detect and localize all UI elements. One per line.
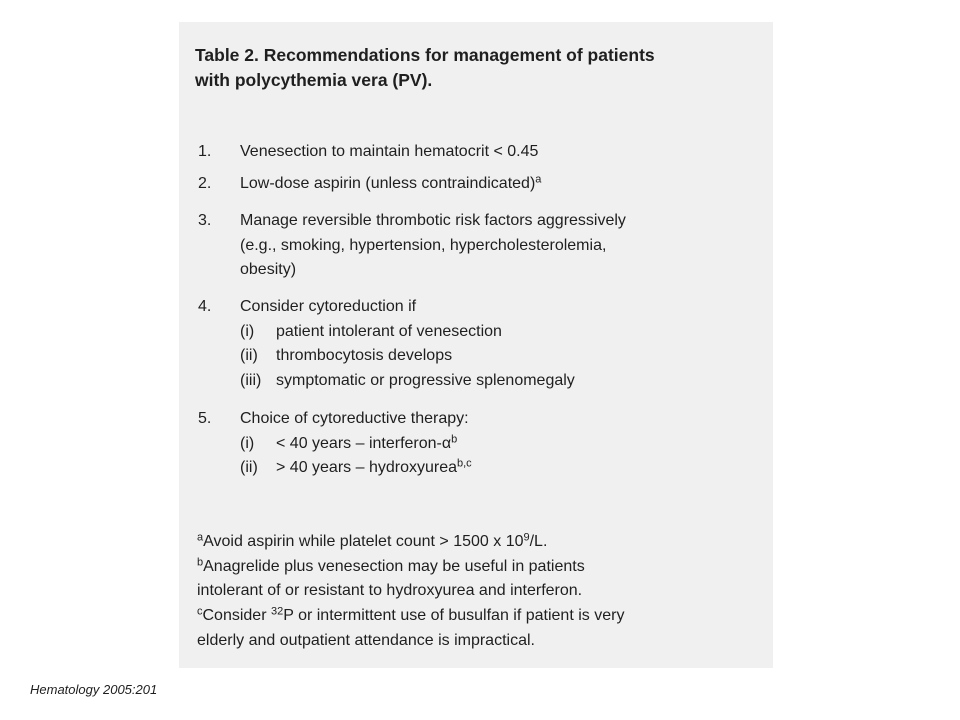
footnote-ref: a [535, 173, 542, 186]
list-item [198, 209, 626, 283]
sub-item [240, 344, 575, 369]
sub-item-text: > 40 years – hydroxyurea [276, 459, 457, 476]
sub-item-numeral: (i) [240, 434, 255, 452]
footnote-mark: c [197, 605, 203, 618]
title-line-2: with polycythemia vera (PV). [195, 70, 433, 90]
sub-item-numeral: (ii) [240, 459, 258, 476]
title-line-1: Table 2. Recommendations for management of patients [195, 45, 655, 65]
footnote-mark: b [197, 556, 204, 569]
sub-item-text: patient intolerant of venesection [276, 322, 502, 340]
footnotes [197, 530, 757, 654]
item-text-line: Manage reversible thrombotic risk factors aggressively [240, 212, 626, 229]
sub-item [240, 456, 472, 481]
item-text: Venesection to maintain hematocrit < 0.45 [240, 143, 539, 160]
item-number: 1. [198, 143, 212, 160]
sub-item-numeral: (iii) [240, 371, 262, 389]
footnote-c-cont: elderly and outpatient attendance is impractical. [197, 631, 535, 649]
list-item [198, 295, 575, 393]
list-item [198, 172, 541, 197]
footnote-c [197, 604, 757, 629]
item-number: 2. [198, 175, 212, 192]
sub-item [240, 432, 472, 457]
item-number: 4. [198, 298, 212, 315]
item-number: 5. [198, 410, 212, 427]
footnote-text: Avoid aspirin while platelet count > 1500 x 10 [203, 533, 524, 550]
exponent: 9 [523, 531, 530, 544]
footnote-ref: b,c [457, 457, 472, 470]
item-text-line: (e.g., smoking, hypertension, hypercholesterolemia, [240, 236, 607, 254]
item-text: Choice of cytoreductive therapy: [240, 410, 469, 427]
item-text: Consider cytoreduction if [240, 298, 417, 315]
sub-item [240, 320, 575, 345]
item-number: 3. [198, 212, 212, 229]
list-item [198, 407, 472, 481]
sub-item-numeral: (i) [240, 322, 255, 340]
footnote-mark: a [197, 531, 204, 544]
footnote-a [197, 530, 757, 555]
sub-item-text: thrombocytosis develops [276, 347, 453, 364]
footnote-text: Consider [202, 607, 271, 625]
sub-item [240, 369, 575, 394]
sub-item-text: symptomatic or progressive splenomegaly [276, 371, 575, 389]
footnote-text: Anagrelide plus venesection may be useful in patients [203, 557, 585, 575]
table-title [195, 43, 755, 93]
isotope-mass: 32 [270, 605, 284, 618]
footnote-text: P or intermittent use of busulfan if patient is very [283, 607, 625, 625]
sub-item-text: < 40 years – interferon-α [276, 434, 452, 452]
item-text: Low-dose aspirin (unless contraindicated) [240, 175, 536, 192]
footnote-b-cont: intolerant of or resistant to hydroxyurea and interferon. [197, 582, 583, 600]
footnote-text: /L. [529, 533, 548, 550]
source-citation: Hematology 2005:201 [30, 682, 158, 697]
sub-item-numeral: (ii) [240, 347, 258, 364]
footnote-b [197, 555, 757, 580]
item-text-line: obesity) [240, 261, 297, 278]
list-item [198, 140, 538, 165]
footnote-ref: b [451, 433, 458, 445]
